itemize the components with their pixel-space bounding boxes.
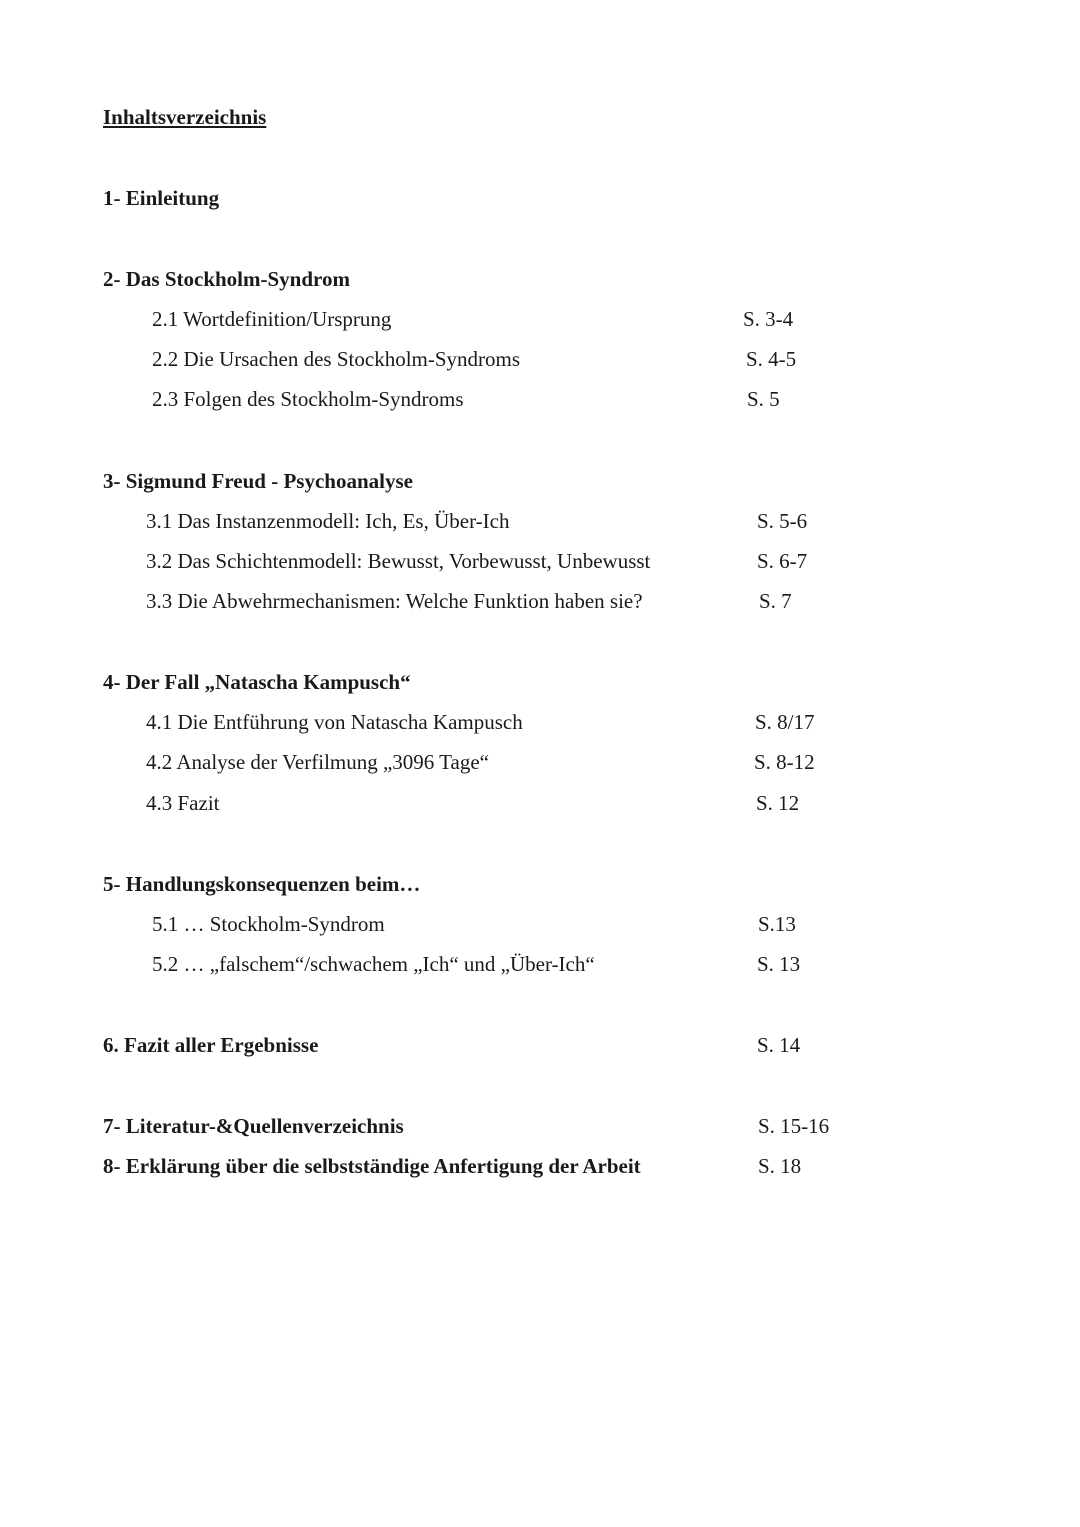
toc-entry: 2.1 Wortdefinition/Ursprung (152, 307, 392, 331)
toc-heading-literatur: 7- Literatur-&Quellenverzeichnis (103, 1114, 404, 1138)
toc-page-number: S. 5-6 (757, 509, 808, 533)
toc-heading-stockholm: 2- Das Stockholm-Syndrom (103, 267, 350, 291)
toc-entry: 2.2 Die Ursachen des Stockholm-Syndroms (152, 347, 521, 371)
toc-page-number: S. 6-7 (757, 549, 808, 573)
toc-heading-freud: 3- Sigmund Freud - Psychoanalyse (103, 469, 413, 493)
toc-page-number: S. 8/17 (755, 710, 815, 734)
toc-heading-erklaerung: 8- Erklärung über die selbstständige Anfertigung der Arbeit (103, 1154, 641, 1178)
toc-entry: 4.2 Analyse der Verfilmung „3096 Tage“ (146, 750, 490, 774)
toc-heading-kampusch: 4- Der Fall „Natascha Kampusch“ (103, 670, 411, 694)
page-title: Inhaltsverzeichnis (103, 105, 267, 129)
toc-entry: 2.3 Folgen des Stockholm-Syndroms (152, 387, 464, 411)
toc-page-number: S. 12 (756, 791, 800, 815)
toc-page-number: S. 13 (757, 952, 801, 976)
toc-page-number: S. 18 (758, 1154, 802, 1178)
toc-entry: 5.2 … „falschem“/schwachem „Ich“ und „Über-Ich“ (152, 952, 595, 976)
toc-heading-handlung: 5- Handlungskonsequenzen beim… (103, 872, 421, 896)
toc-page-number: S. 7 (759, 589, 792, 613)
toc-entry: 3.1 Das Instanzenmodell: Ich, Es, Über-Ich (146, 509, 510, 533)
toc-heading-einleitung: 1- Einleitung (103, 186, 220, 210)
toc-entry: 3.3 Die Abwehrmechanismen: Welche Funktion haben sie? (146, 589, 643, 613)
toc-entry: 4.3 Fazit (146, 791, 220, 815)
toc-page-number: S. 4-5 (746, 347, 797, 371)
toc-entry: 4.1 Die Entführung von Natascha Kampusch (146, 710, 523, 734)
toc-page-number: S. 3-4 (743, 307, 794, 331)
toc-entry: 3.2 Das Schichtenmodell: Bewusst, Vorbewusst, Unbewusst (146, 549, 651, 573)
toc-heading-fazit: 6. Fazit aller Ergebnisse (103, 1033, 319, 1057)
toc-page-number: S. 5 (747, 387, 780, 411)
toc-page-number: S. 15-16 (758, 1114, 830, 1138)
toc-entry: 5.1 … Stockholm-Syndrom (152, 912, 385, 936)
toc-page-number: S. 8-12 (754, 750, 815, 774)
toc-page-number: S. 14 (757, 1033, 801, 1057)
toc-page-number: S.13 (758, 912, 796, 936)
